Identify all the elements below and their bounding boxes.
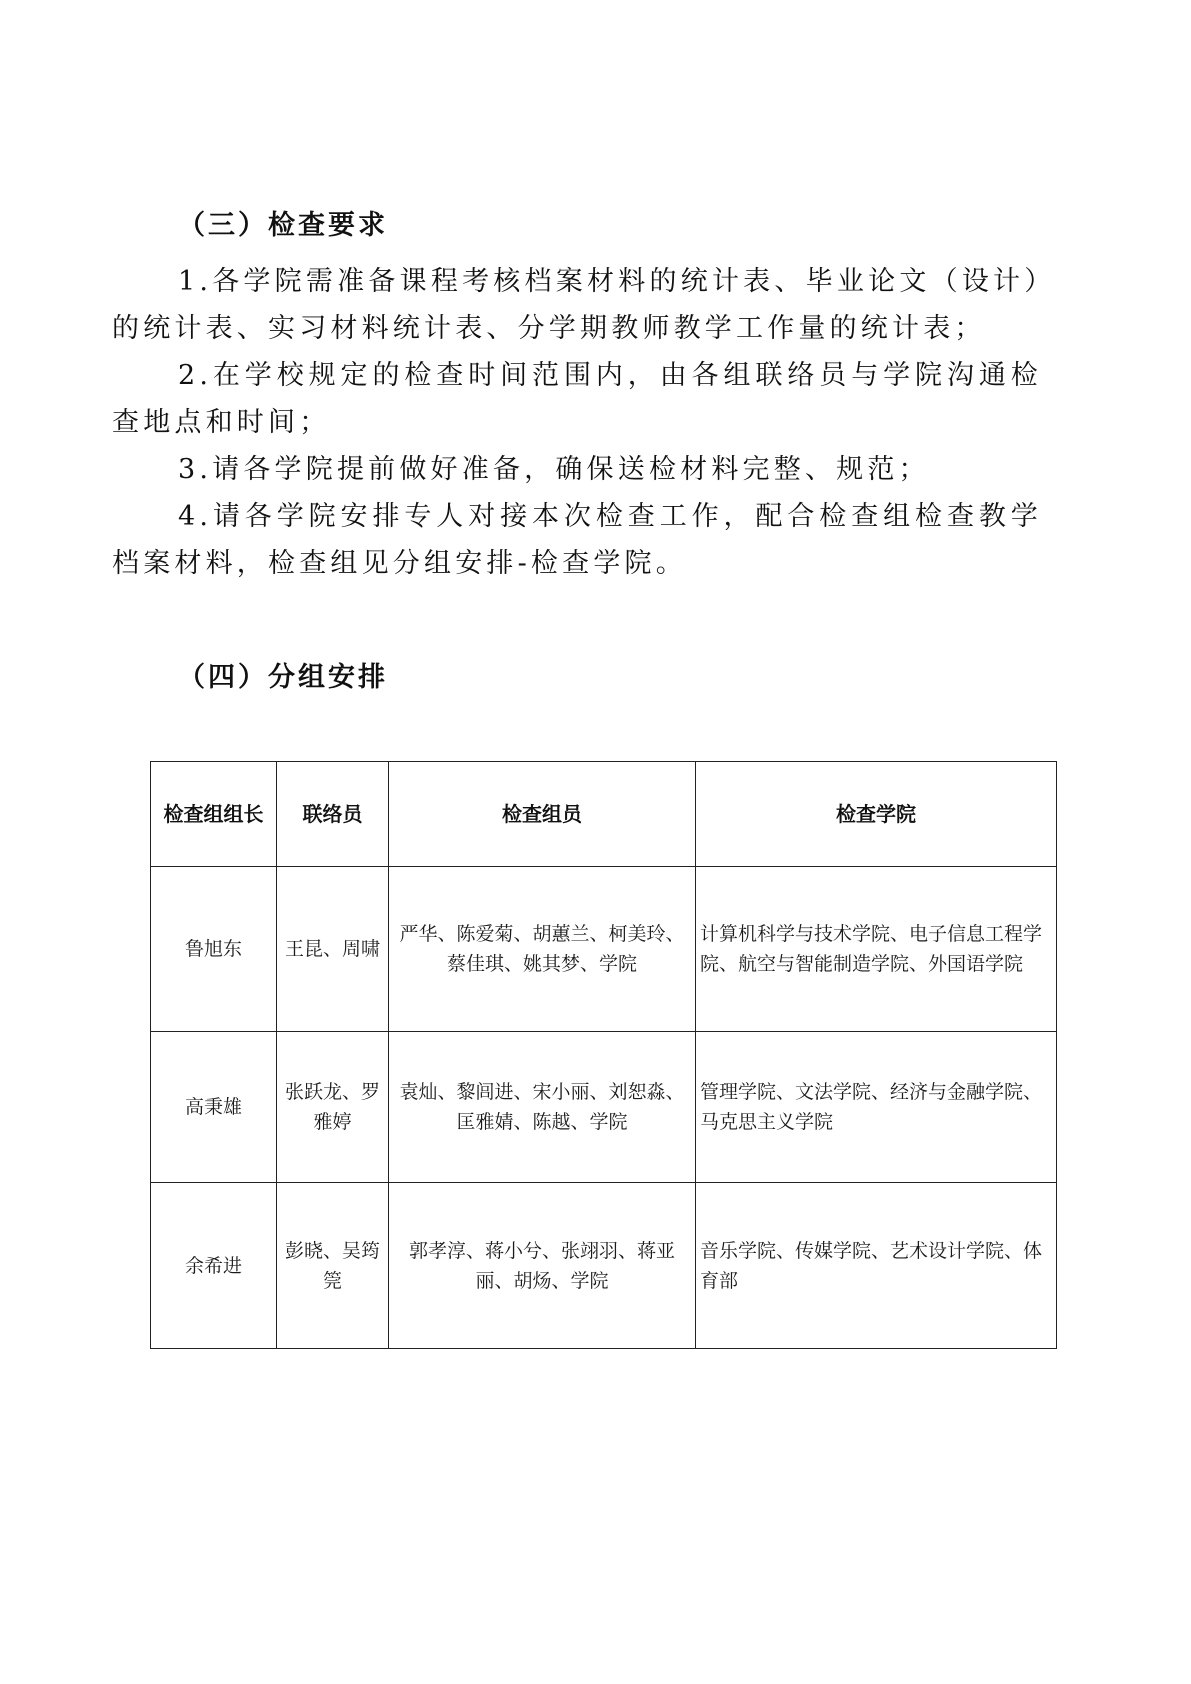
cell-liaison: 张跃龙、罗雅婷	[277, 1032, 389, 1183]
cell-colleges: 计算机科学与技术学院、电子信息工程学院、航空与智能制造学院、外国语学院	[696, 867, 1057, 1032]
cell-members: 严华、陈爱菊、胡蕙兰、柯美玲、蔡佳琪、姚其梦、学院	[389, 867, 696, 1032]
cell-colleges: 管理学院、文法学院、经济与金融学院、马克思主义学院	[696, 1032, 1057, 1183]
requirement-item-2: 2.在学校规定的检查时间范围内，由各组联络员与学院沟通检查地点和时间；	[112, 360, 1042, 438]
requirement-item-1: 1.各学院需准备课程考核档案材料的统计表、毕业论文（设计）的统计表、实习材料统计表、分学期教师教学工作量的统计表；	[112, 266, 1042, 344]
cell-leader: 高秉雄	[151, 1032, 277, 1183]
table-row	[151, 1183, 1057, 1349]
cell-liaison: 王昆、周啸	[277, 867, 389, 1032]
cell-leader: 余希进	[151, 1183, 277, 1349]
group-arrangement-table	[150, 761, 1057, 1349]
requirements-list	[112, 258, 1042, 587]
cell-members: 袁灿、黎闾进、宋小丽、刘恕淼、匡雅婧、陈越、学院	[389, 1032, 696, 1183]
section-heading-grouping: （四）分组安排	[178, 662, 388, 693]
table-row	[151, 1032, 1057, 1183]
requirement-item-4: 4.请各学院安排专人对接本次检查工作，配合检查组检查教学档案材料，检查组见分组安排-检查学院。	[112, 501, 1042, 579]
header-liaison: 联络员	[277, 762, 389, 867]
table-row	[151, 867, 1057, 1032]
header-leader: 检查组组长	[151, 762, 277, 867]
cell-members: 郭孝淳、蒋小兮、张翊羽、蒋亚丽、胡炀、学院	[389, 1183, 696, 1349]
table-header-row	[151, 762, 1057, 867]
section-heading-requirements: （三）检查要求	[178, 210, 388, 241]
cell-leader: 鲁旭东	[151, 867, 277, 1032]
header-colleges: 检查学院	[696, 762, 1057, 867]
cell-liaison: 彭晓、吴筠筦	[277, 1183, 389, 1349]
header-members: 检查组员	[389, 762, 696, 867]
cell-colleges: 音乐学院、传媒学院、艺术设计学院、体育部	[696, 1183, 1057, 1349]
requirement-item-3: 3.请各学院提前做好准备，确保送检材料完整、规范；	[178, 454, 930, 485]
